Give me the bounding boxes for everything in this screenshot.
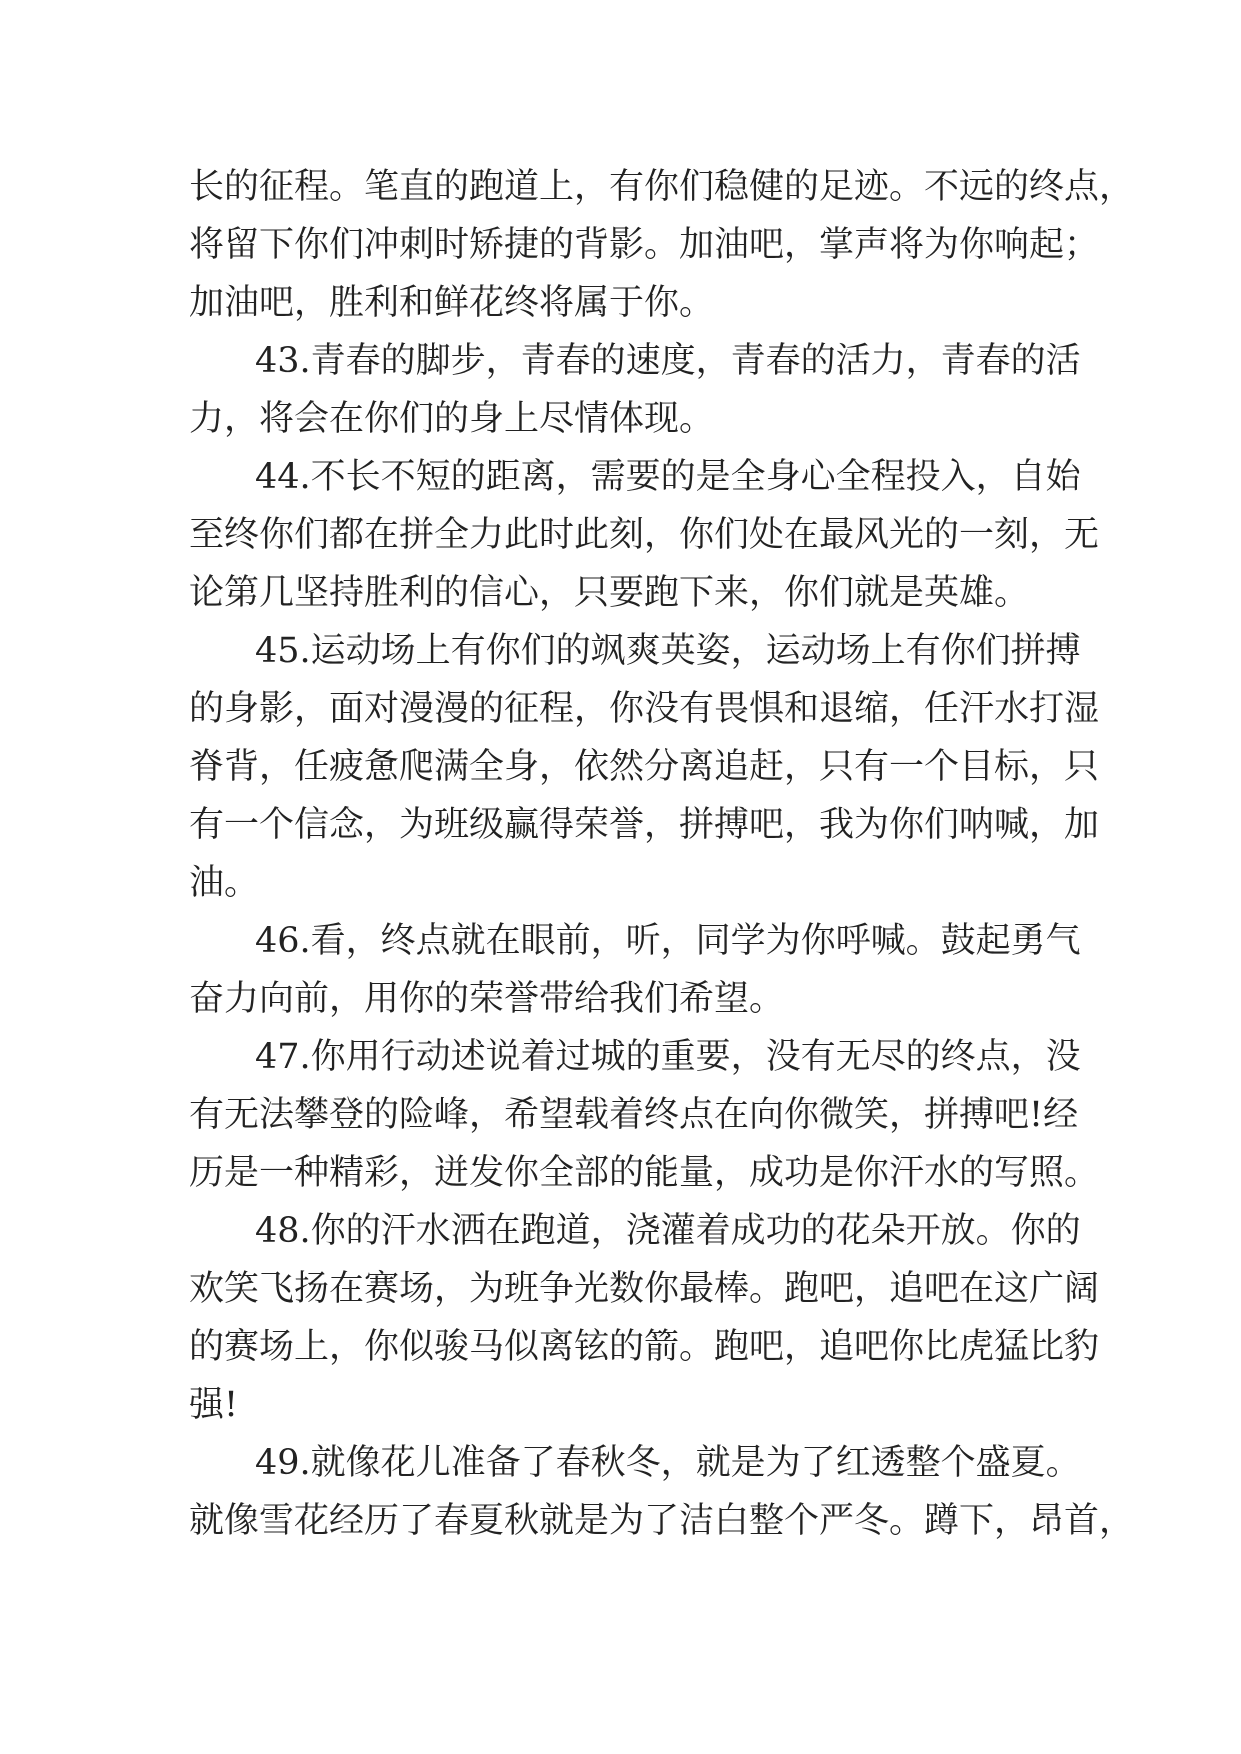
text-line: 至终你们都在拼全力此时此刻，你们处在最风光的一刻，无 [189,515,1100,555]
text-line: 将留下你们冲刺时矫捷的背影。加油吧，掌声将为你响起； [189,225,1100,265]
text-line: 强! [189,1385,239,1425]
text-line: 的赛场上，你似骏马似离铉的箭。跑吧，追吧你比虎猛比豹 [189,1327,1100,1367]
text-line: 油。 [189,863,260,903]
document-body [189,158,1135,1550]
text-line: 奋力向前，用你的荣誉带给我们希望。 [189,979,785,1019]
text-line: 就像雪花经历了春夏秋就是为了洁白整个严冬。蹲下，昂首， [189,1501,1135,1541]
text-line: 历是一种精彩，迸发你全部的能量，成功是你汗水的写照。 [189,1153,1100,1193]
text-line: 论第几坚持胜利的信心，只要跑下来，你们就是英雄。 [189,573,1030,613]
text-line: 49.就像花儿准备了春秋冬，就是为了红透整个盛夏。 [255,1443,1081,1483]
text-line: 加油吧，胜利和鲜花终将属于你。 [189,283,715,323]
text-line: 47.你用行动述说着过城的重要，没有无尽的终点，没 [255,1037,1081,1077]
text-line: 有无法攀登的险峰，希望载着终点在向你微笑，拼搏吧!经 [189,1095,1079,1135]
text-line: 48.你的汗水洒在跑道，浇灌着成功的花朵开放。你的 [255,1211,1081,1251]
text-line: 45.运动场上有你们的飒爽英姿，运动场上有你们拼搏 [255,631,1081,671]
text-line: 46.看，终点就在眼前，听，同学为你呼喊。鼓起勇气 [255,921,1081,961]
text-line: 欢笑飞扬在赛场，为班争光数你最棒。跑吧，追吧在这广阔 [189,1269,1100,1309]
text-line: 脊背，任疲惫爬满全身，依然分离追赶，只有一个目标，只 [189,747,1100,787]
text-line: 44.不长不短的距离，需要的是全身心全程投入，自始 [255,457,1081,497]
text-line: 长的征程。笔直的跑道上，有你们稳健的足迹。不远的终点， [189,167,1135,207]
text-line: 43.青春的脚步，青春的速度，青春的活力，青春的活 [255,341,1081,381]
text-line: 力，将会在你们的身上尽情体现。 [189,399,715,439]
text-line: 有一个信念，为班级赢得荣誉，拼搏吧，我为你们呐喊，加 [189,805,1100,845]
text-line: 的身影，面对漫漫的征程，你没有畏惧和退缩，任汗水打湿 [189,689,1100,729]
